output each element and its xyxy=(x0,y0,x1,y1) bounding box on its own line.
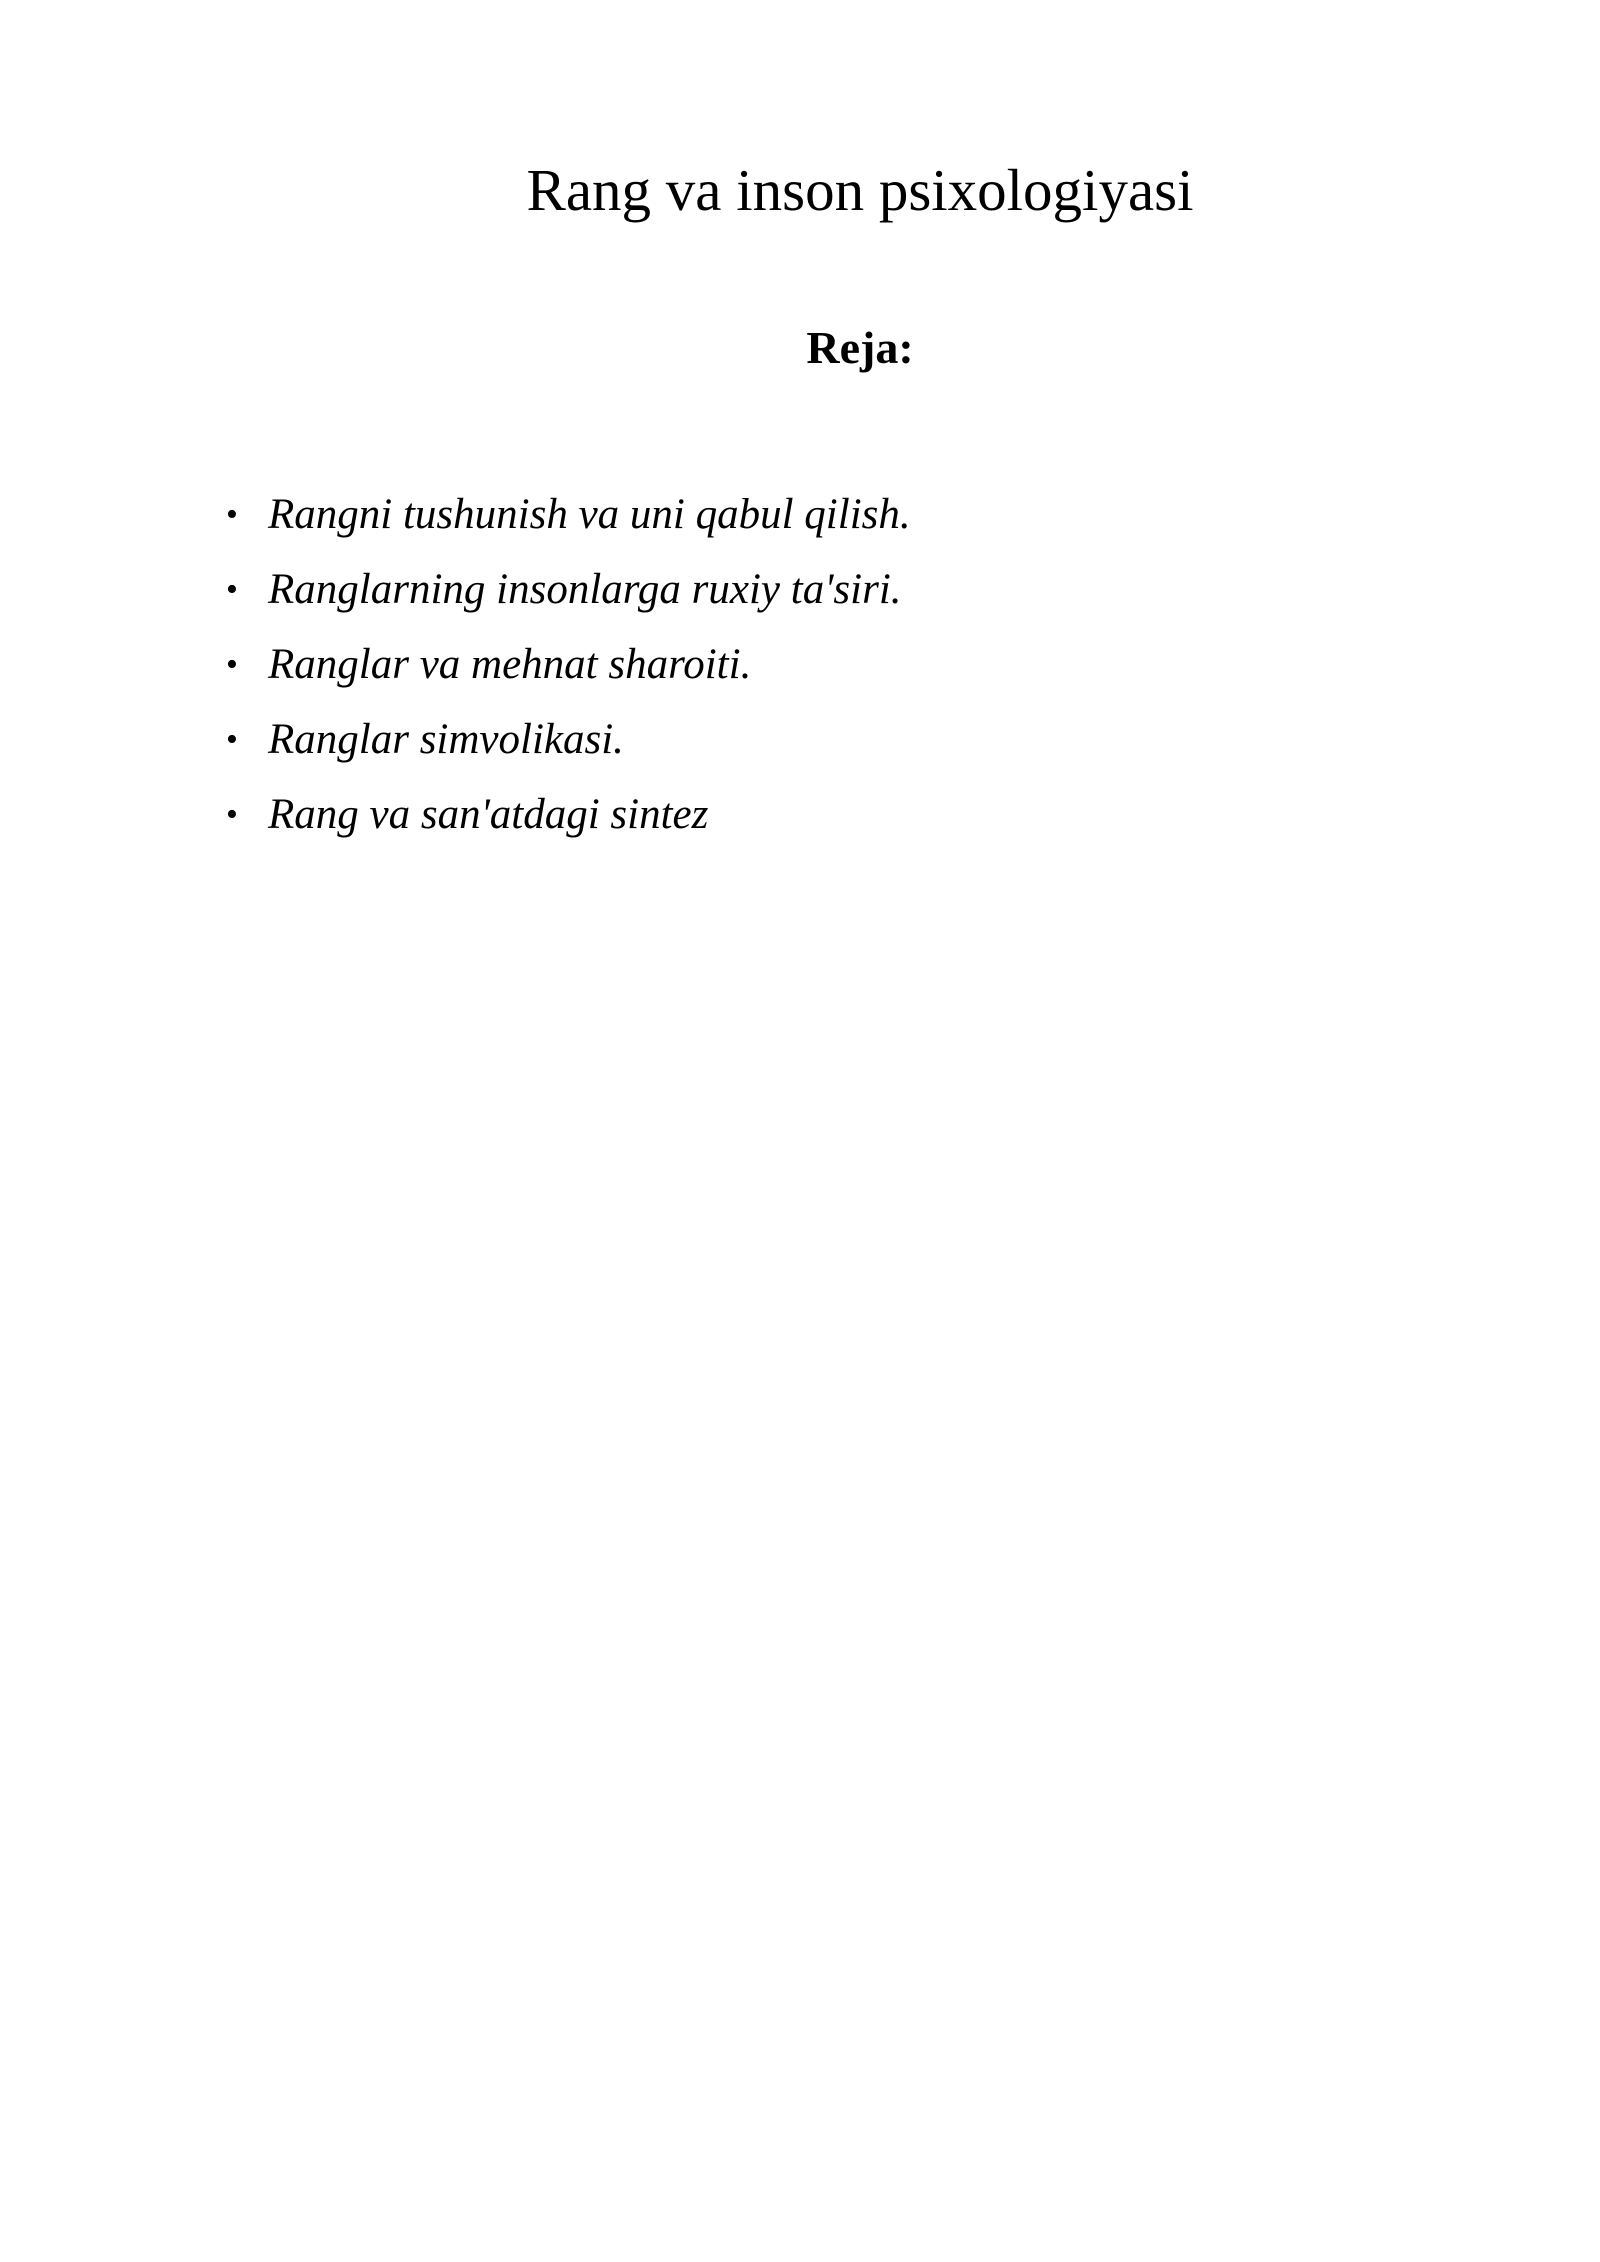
bullet-icon: • xyxy=(226,721,238,758)
document-title: Rang va inson psixologiyasi xyxy=(526,157,1194,223)
list-item-text: Rang va san'atdagi sintez xyxy=(268,791,709,838)
list-item-text: Rangni tushunish va uni qabul qilish. xyxy=(268,491,911,538)
list-item-text: Ranglar va mehnat sharoiti. xyxy=(268,641,752,688)
list-item-text: Ranglarning insonlarga ruxiy ta'siri. xyxy=(268,566,902,613)
bullet-icon: • xyxy=(226,646,238,683)
bullet-icon: • xyxy=(226,496,238,533)
bullet-icon: • xyxy=(226,796,238,833)
plan-heading: Reja: xyxy=(806,322,914,373)
bullet-icon: • xyxy=(226,571,238,608)
list-item-text: Ranglar simvolikasi. xyxy=(268,716,624,763)
